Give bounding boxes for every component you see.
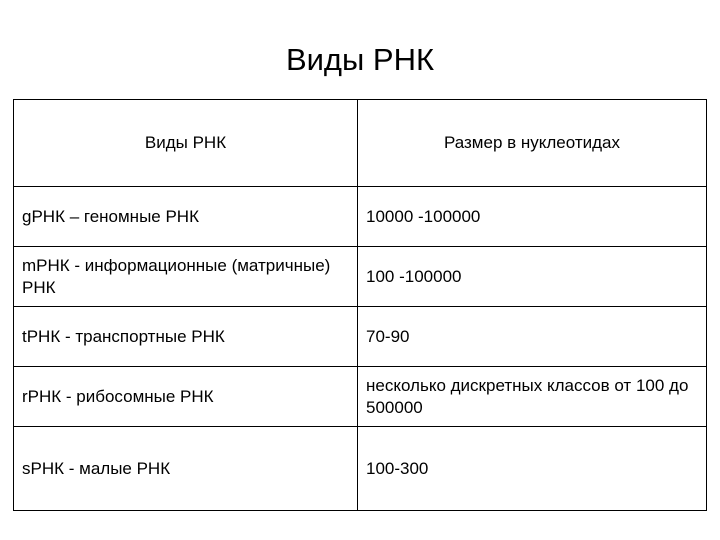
page-title: Виды РНК <box>285 42 435 77</box>
header-size: Размер в нуклеотидах <box>358 100 707 187</box>
rna-size-cell: несколько дискретных классов от 100 до 500000 <box>358 367 707 427</box>
rna-size-cell: 100-300 <box>358 427 707 511</box>
table-row <box>14 247 707 307</box>
table-row <box>14 367 707 427</box>
table-row <box>14 307 707 367</box>
rna-size-cell: 70-90 <box>358 307 707 367</box>
table-header-row <box>14 100 707 187</box>
rna-size-cell: 100 -100000 <box>358 247 707 307</box>
rna-types-table <box>13 99 707 511</box>
rna-type-cell: mРНК - информационные (матричные) РНК <box>14 247 358 307</box>
table-row <box>14 187 707 247</box>
table-row <box>14 427 707 511</box>
rna-type-cell: sРНК - малые РНК <box>14 427 358 511</box>
header-rna-type: Виды РНК <box>14 100 358 187</box>
rna-size-cell: 10000 -100000 <box>358 187 707 247</box>
rna-type-cell: gРНК – геномные РНК <box>14 187 358 247</box>
rna-type-cell: tРНК - транспортные РНК <box>14 307 358 367</box>
rna-type-cell: rРНК - рибосомные РНК <box>14 367 358 427</box>
